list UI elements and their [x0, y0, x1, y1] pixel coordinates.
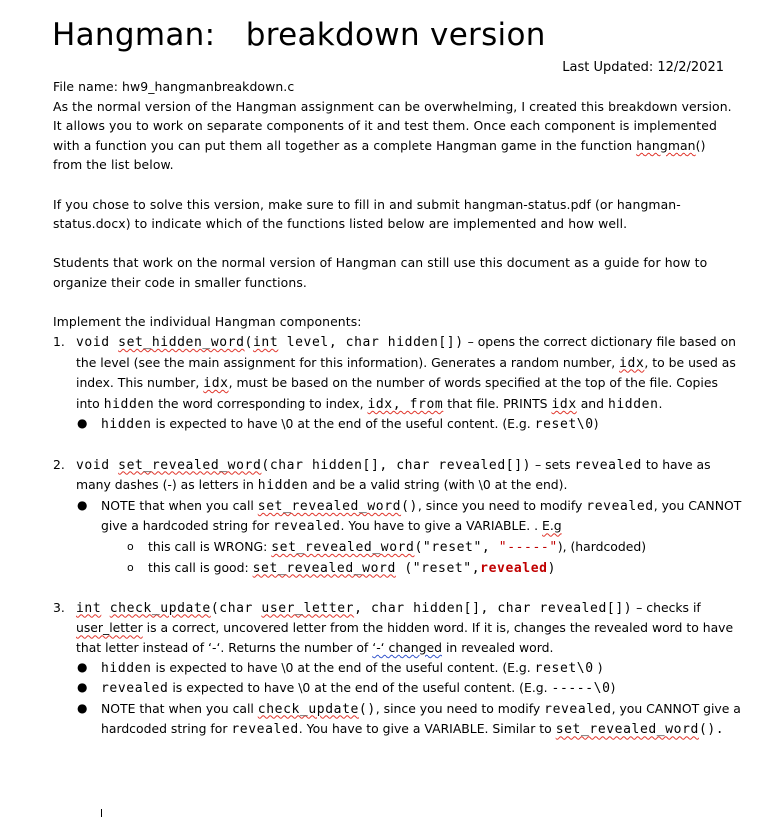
list-item-3-bullet-2: ● revealed is expected to have \0 at the end of the useful content. (E.g. -----\0) — [77, 680, 616, 697]
last-updated: Last Updated: 12/2/2021 — [562, 60, 724, 75]
good-call-example: o this call is good: set_revealed_word ("reset",revealed) — [127, 559, 557, 576]
list-item-2: 2. void set_revealed_word(char hidden[], char revealed[]) – sets revealed to have as many dashes (-) as letters in hidden and be a valid string (with \0 at the end). — [53, 456, 711, 494]
component-list — [53, 332, 743, 740]
page-title: Hangman: breakdown version — [52, 17, 546, 53]
list-item-1-bullet: ● hidden is expected to have \0 at the end of the useful content. (E.g. reset\0) — [77, 416, 599, 433]
intro-paragraph-3: Students that work on the normal version of Hangman can still use this document as a guide for how to organize their code in smaller functions. — [53, 255, 708, 290]
list-item-3: 3. int check_update(char user_letter, char hidden[], char revealed[]) – checks if user_letter is a correct, uncovered letter from the hidden word. If it is, changes the revealed word to have that letter instead of ‘-‘. Returns the number of ‘-‘ changed in revealed word. — [53, 599, 734, 655]
list-item-1: 1. void set_hidden_word(int level, char hidden[]) – opens the correct dictionary file based on the level (see the main assignment for this information). Generates a random number, idx, to be used as index. This number, idx, must be based on the number of words specified at the top of the file. Copies into hidden the word corresponding to index, idx, from that file. PRINTS idx and hidden. — [53, 334, 737, 412]
list-item-3-bullet-1: ● hidden is expected to have \0 at the end of the useful content. (E.g. reset\0 ) — [77, 659, 603, 676]
intro-block — [53, 77, 733, 332]
intro-paragraph-2: If you chose to solve this version, make sure to fill in and submit hangman-status.pdf (or hangman-status.docx) to indicate which of the functions listed below are implemented and how well. — [53, 196, 681, 232]
list-item-3-bullet-3: ● NOTE that when you call check_update(), since you need to modify revealed, you CANNOT give a hardcoded string for revealed. You have to give a VARIABLE. Similar to set_revealed_word(). — [77, 700, 741, 738]
intro-paragraph-4: Implement the individual Hangman components: — [53, 314, 362, 330]
wrong-call-example: o this call is WRONG: set_revealed_word("reset", "-----"), (hardcoded) — [127, 538, 647, 555]
text-cursor — [101, 809, 102, 817]
intro-paragraph-1: As the normal version of the Hangman assignment can be overwhelming, I created this breakdown version. It allows you to work on separate components of it and test them. Once each component is implemented with a function you can put them all together as a complete Hangman game in the function hangman() from the list below. — [53, 98, 732, 173]
list-item-2-bullet: ● NOTE that when you call set_revealed_word(), since you need to modify revealed, you CANNOT give a hardcoded string for revealed. You have to give a VARIABLE. . E.g — [77, 497, 742, 535]
file-name: File name: hw9_hangmanbreakdown.c — [53, 79, 295, 94]
